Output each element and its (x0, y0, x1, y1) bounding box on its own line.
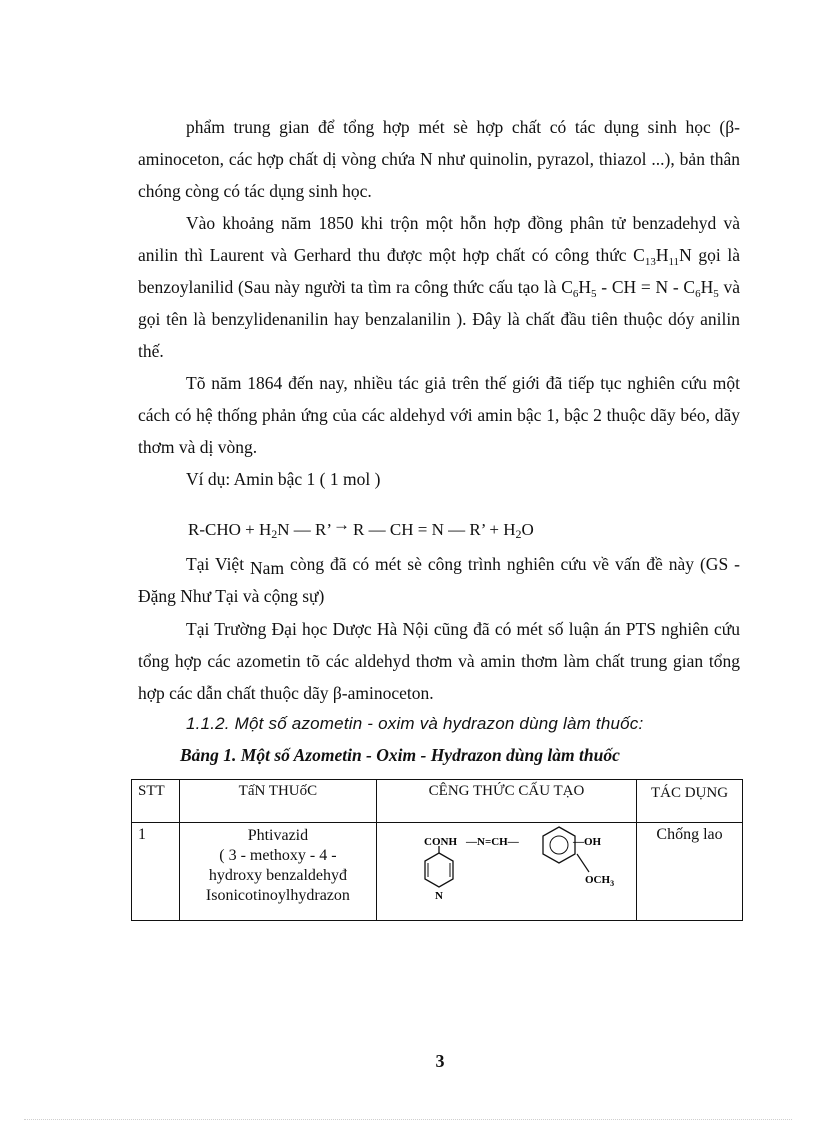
table-row (132, 823, 743, 921)
reaction-arrow-icon: → (333, 515, 351, 534)
row-drug-name: Phtivazid ( 3 - methoxy - 4 - hydroxy benzaldehyđ Isonicotinoylhydrazon (179, 823, 376, 921)
paragraph-vietnam: Tại Việt Nam còng đã có mét sè công trình nghiên cứu về vấn đề này (GS - Đặng Như Tại và cộng sự) (138, 554, 740, 606)
table-caption: Bảng 1. Một số Azometin - Oxim - Hydrazon dùng làm thuốc (180, 745, 620, 765)
pyridine-ring (425, 853, 453, 887)
paragraph-hanoi-university: Tại Trường Đại học Dược Hà Nội cũng đã có mét số luận án PTS nghiên cứu tổng hợp các azometin tõ các aldehyd thơm và amin thơm làm chất trung gian tổng hợp các dẫn chất thuộc dãy β-aminoceton. (138, 619, 740, 703)
header-effect: TÁC DỤNG (637, 780, 743, 823)
reaction-equation: $R-CHO + H_2N$ — R’→ R — CH = N — R’ + $H_2O$ (188, 515, 534, 541)
header-stt: STT (132, 780, 180, 823)
page-number: 3 (435, 1051, 445, 1071)
row-stt: 1 (132, 823, 180, 921)
conh-label: CONH (424, 836, 457, 848)
section-heading: 1.1.2. Một số azometin - oxim và hydrazon dùng làm thuốc: (186, 714, 644, 733)
header-structure: CÊNG THỨC CẤU TẠO (377, 780, 637, 823)
n-label: N (435, 890, 443, 902)
paragraph-example: Ví dụ: Amin bậc 1 ( 1 mol ) (186, 469, 381, 489)
paragraph-research-1864: Tõ năm 1864 đến nay, nhiều tác giả trên thế giới đã tiếp tục nghiên cứu một cách có hệ thống phản ứng của các aldehyd với amin bậc 1, bậc 2 thuộc dãy béo, dãy thơm và dị vòng. (138, 373, 740, 457)
benzene-ring (543, 827, 575, 863)
table-header-row (132, 780, 743, 823)
paragraph-history-1850: Vào khoảng năm 1850 khi trộn một hỗn hợp đồng phân tử benzadehyd và anilin thì Laurent và Gerhard thu được một hợp chất có công thức $C_{13}H_{11}N$ gọi là benzoylanilid (Sau này người ta tìm ra công thức cấu tạo là $C_6H_5$ - CH = N - $C_6H_5$ và gọi tên là benzylidenanilin hay benzalanilin ). Đây là chất đầu tiên thuộc dóy anilin thế. (138, 213, 740, 361)
page-bottom-divider (24, 1119, 792, 1120)
header-drug-name: TấN THUốC (179, 780, 376, 823)
phtivazid-structure-diagram (377, 823, 636, 915)
row-effect: Chống lao (637, 823, 743, 921)
och3-label: $OCH_3$ (585, 874, 615, 888)
oh-label: —OH (573, 836, 602, 848)
neq-label: —N=CH— (466, 836, 519, 848)
paragraph-intermediates: phẩm trung gian để tổng hợp mét sè hợp chất có tác dụng sinh học (β-aminoceton, các hợp chất dị vòng chứa N như quinolin, pyrazol, thiazol ...), bản thân chóng còng có tác dụng sinh học. (138, 117, 740, 201)
drug-table (131, 779, 743, 921)
row-structure (377, 823, 637, 921)
